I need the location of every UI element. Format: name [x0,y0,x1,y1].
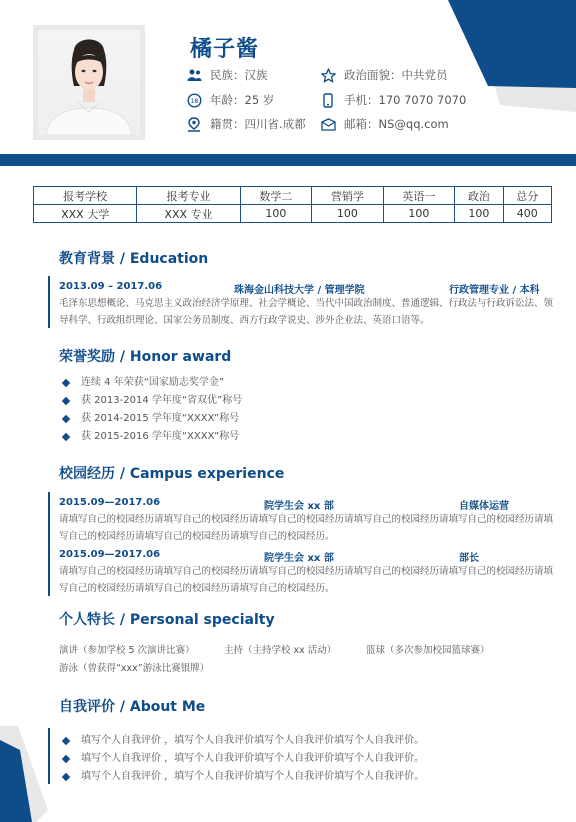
diamond-bullet-icon [62,755,70,763]
honor-text: 获 2015-2016 学年度“XXXX”称号 [81,431,240,442]
campus-role: 自媒体运营 [459,501,509,512]
table-header-cell: 报考专业 [137,187,240,205]
education-school: 珠海金山科技大学 / 管理学院 [234,285,365,296]
exam-scores-table [33,186,552,223]
education-major: 行政管理专业 / 本科 [449,285,540,296]
campus-period: 2015.09—2017.06 [59,497,161,508]
phone-icon [320,92,336,108]
about-text: 填写个人自我评价 ，填写个人自我评价填写个人自我评价填写个人自我评价。 [81,771,425,782]
table-header-cell: 总分 [503,187,551,205]
diamond-bullet-icon [62,433,70,441]
table-cell: 100 [240,205,312,223]
profile-photo-frame [33,25,145,140]
education-period: 2013.09 – 2017.06 [59,281,163,292]
campus-org: 院学生会 xx 部 [264,553,334,564]
specialty-item: 演讲（参加学校 5 次演讲比赛） [59,645,195,656]
list-item [59,374,242,392]
specialty-item: 主持（主持学校 xx 活动） [224,645,337,656]
table-header-row [34,187,552,205]
diamond-bullet-icon [62,737,70,745]
table-cell: XXX 专业 [137,205,240,223]
table-header-cell: 英语一 [383,187,455,205]
section-divider [48,276,50,328]
email-info [320,116,449,132]
table-cell: 100 [312,205,384,223]
star-icon [320,67,336,83]
campus-title: 校园经历 / Campus experience [59,466,285,482]
honors-list [59,374,242,446]
table-cell: XXX 大学 [34,205,137,223]
svg-text:18: 18 [190,97,198,105]
campus-org: 院学生会 xx 部 [264,501,334,512]
table-header-cell: 数学二 [240,187,312,205]
diamond-bullet-icon [62,397,70,405]
phone-info [320,92,466,108]
age-text: 年龄：25 岁 [210,93,275,107]
list-item [59,428,242,446]
candidate-name: 橘子酱 [190,37,260,62]
about-text: 填写个人自我评价 ，填写个人自我评价填写个人自我评价填写个人自我评价。 [81,735,425,746]
age-icon [186,92,202,108]
table-row [34,205,552,223]
diamond-bullet-icon [62,379,70,387]
profile-photo [38,30,140,135]
about-list [59,732,424,786]
table-header-cell: 政治 [455,187,503,205]
list-item [59,410,242,428]
location-icon [186,116,202,132]
email-text: 邮箱：NS@qq.com [344,117,449,131]
list-item [59,768,424,786]
list-item [59,750,424,768]
education-courses: 毛泽东思想概论、马克思主义政治经济学原理、社会学概论、当代中国政治制度、普通逻辑、行政法与行政诉讼法、领导科学、行政组织理论、国家公务员制度、西方行政学说史、涉外企业法、英语口语等。 [59,298,554,326]
campus-period: 2015.09—2017.06 [59,549,161,560]
about-text: 填写个人自我评价 ，填写个人自我评价填写个人自我评价填写个人自我评价。 [81,753,425,764]
about-title: 自我评价 / About Me [59,699,206,715]
diamond-bullet-icon [62,773,70,781]
specialty-item: 游泳（曾获得“xxx”游泳比赛银牌） [59,663,210,674]
hometown-text: 籍贯：四川省.成都 [210,117,306,131]
phone-text: 手机：170 7070 7070 [344,93,467,107]
list-item [59,392,242,410]
hometown-info [186,116,306,132]
honors-title: 荣誉奖励 / Honor award [59,349,232,365]
section-divider [48,492,50,596]
specialty-item: 篮球（多次参加校园篮球赛） [366,645,490,656]
campus-desc: 请填写自己的校园经历请填写自己的校园经历请填写自己的校园经历请填写自己的校园经历请填写自己的校园经历请填写自己的校园经历请填写自己的校园经历请填写自己的校园经历。 [59,514,554,542]
table-cell: 400 [503,205,551,223]
campus-role: 部长 [459,553,479,564]
honor-text: 获 2013-2014 学年度“省双优”称号 [81,395,243,406]
people-icon [186,67,202,83]
list-item [59,732,424,750]
age-info [186,92,274,108]
ethnicity-info [186,67,268,83]
campus-desc: 请填写自己的校园经历请填写自己的校园经历请填写自己的校园经历请填写自己的校园经历请填写自己的校园经历请填写自己的校园经历请填写自己的校园经历请填写自己的校园经历。 [59,566,554,594]
mail-icon [320,116,336,132]
table-header-cell: 营销学 [312,187,384,205]
education-title: 教育背景 / Education [59,251,209,267]
table-header-cell: 报考学校 [34,187,137,205]
table-cell: 100 [383,205,455,223]
section-divider [48,728,50,784]
political-info [320,67,448,83]
diamond-bullet-icon [62,415,70,423]
header-band [0,154,576,166]
honor-text: 连续 4 年荣获“国家励志奖学金” [81,377,225,388]
ethnicity-text: 民族：汉族 [210,68,268,82]
specialty-title: 个人特长 / Personal specialty [59,612,275,628]
political-text: 政治面貌：中共党员 [344,68,448,82]
honor-text: 获 2014-2015 学年度“XXXX”称号 [81,413,240,424]
table-cell: 100 [455,205,503,223]
